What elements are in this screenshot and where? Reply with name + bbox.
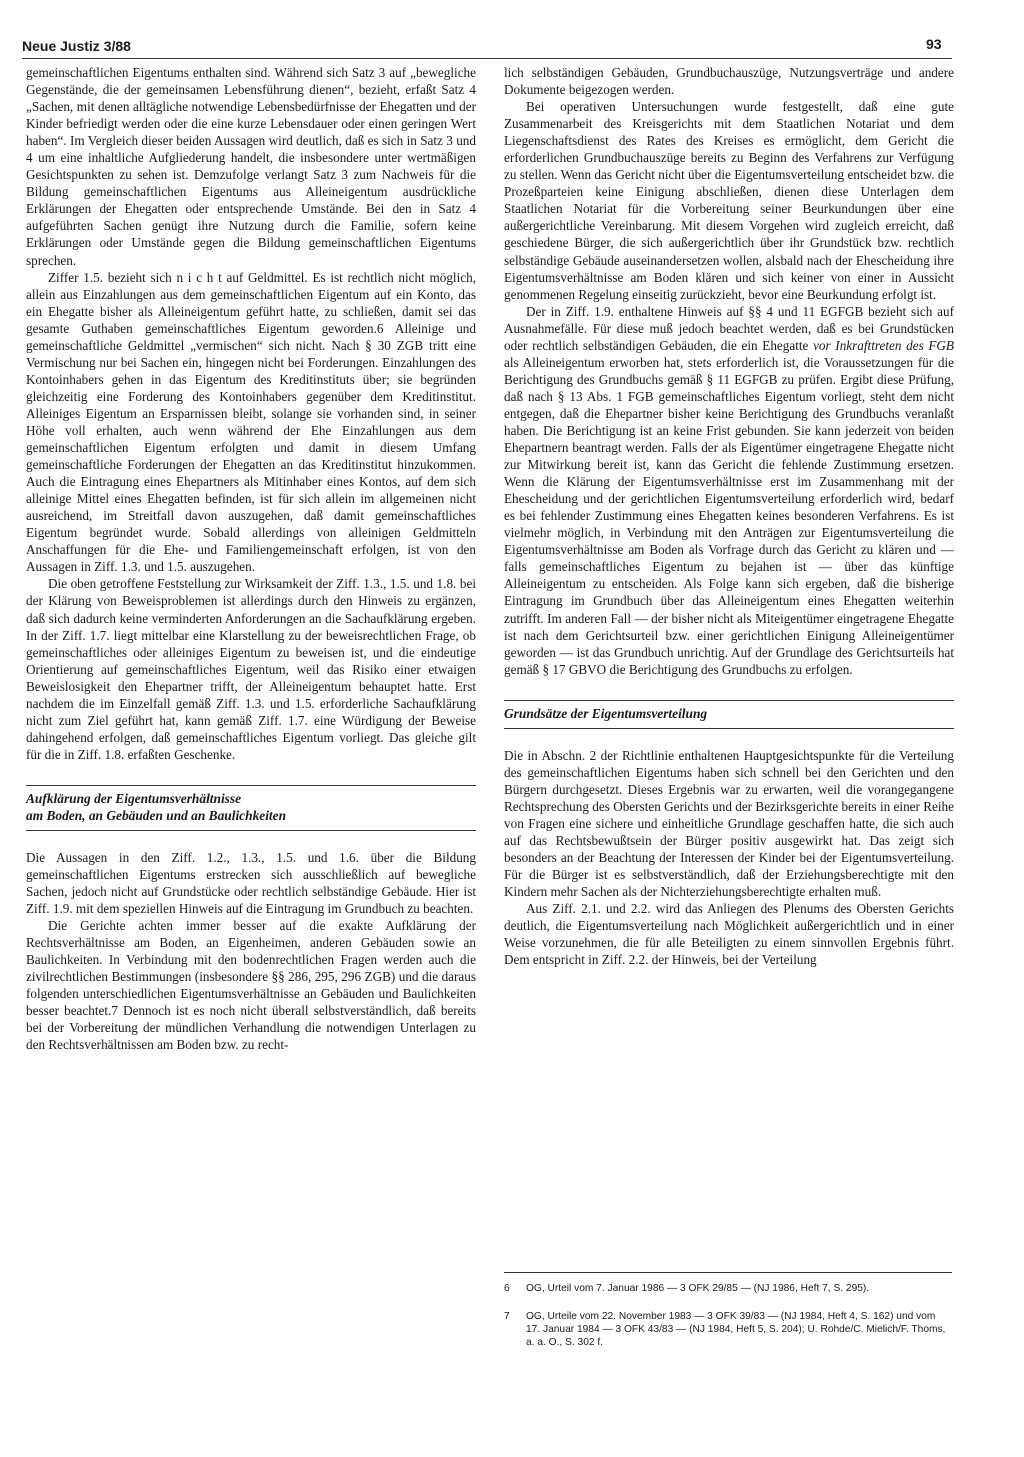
footnote-number: 7 [504,1311,510,1322]
header-rule [22,58,952,59]
section-rule-top [26,785,476,786]
footnote [504,1282,952,1295]
section-heading-line: Aufklärung der Eigentumsverhältnisse [26,790,242,806]
paragraph: gemeinschaftlichen Eigentums enthalten sind. Während sich Satz 3 auf „bewegliche Gegenstände, die der gemeinsamen Lebensführung dienen“, bezieht, erfaßt Satz 4 „Sachen, mit denen alltägliche notwendige Lebensbedürfnisse der Ehegatten und der Kinder befriedigt werden oder die eine kurze Lebensdauer oder einen geringen Wert haben“. Im Vergleich dieser beiden Aussagen wird deutlich, daß es sich in Satz 3 und 4 um eine inhaltliche Aufgliederung handelt, die insbesondere unter wertmäßigen Gesichtspunkten zu sehen ist. Demzufolge verlangt Satz 3 zum Nachweis für die Bildung gemeinschaftlichen Eigentums aus Alleineigentum ausdrückliche Erklärungen der Ehegatten oder entsprechende Umstände. Bei den in Satz 4 aufgeführten Sachen genügt ihre Nutzung durch die Familie, sofern keine Erklärungen oder Umstände gegen die Bildung gemeinschaftlichen Eigentums sprechen. [26,65,476,268]
paragraph: Ziffer 1.5. bezieht sich n i c h t auf Geldmittel. Es ist rechtlich nicht möglich, allein aus Einzahlungen aus dem gemeinschaftlichen Eigentum auf ein Konto, das ein Ehegatte bisher als Alleineigentum geführt hatte, zu schließen, damit sei das gesamte Guthaben gemeinschaftliches Eigentum geworden.6 Alleinige und gemeinschaftliche Geldmittel „vermischen“ sich nicht. Nach § 30 ZGB tritt eine Vermischung nur bei Sachen ein, hingegen nicht bei Forderungen. Einzahlungen des Kontoinhabers gehen in das Eigentum des Kreditinstituts über; sie begründen gleichzeitig eine Forderung des Kontoinhabers gegenüber dem Kreditinstitut. Alleiniges Eigentum an Ersparnissen bleibt, solange sie vorhanden sind, in seiner Höhe voll erhalten, auch wenn während der Ehe Einzahlungen aus dem gemeinschaftlichen Eigentum erfolgten und damit in diesem Umfang gemeinschaftliche Forderungen der Ehegatten an das Kreditinstitut hinzukommen. Auch die Eintragung eines Ehepartners als Mitinhaber eines Kontos, auf dem sich alleinige Mittel eines Ehegatten befinden, ist für sich allein im allgemeinen nicht ausreichend, im Streitfall davon auszugehen, daß damit gemeinschaftliches Eigentum begründet wurde. Sobald allerdings von alleinigen Geldmitteln Anschaffungen für die Ehe- und Familiengemeinschaft erfolgen, ist von den Aussagen in Ziff. 1.3. und 1.5. auszugehen. [26,269,476,575]
journal-title: Neue Justiz 3/88 [22,38,131,54]
page-number: 93 [926,36,942,52]
paragraph-text: Der in Ziff. 1.9. enthaltene Hinweis auf §§ 4 und 11 EGFGB bezieht sich auf Ausnahmefälle. Für diese muß jedoch beachtet werden, daß es bei Grundstücken oder rechtlich selbständigen Gebäuden, die ein Ehegatte [504,303,954,353]
paragraph: Die in Abschn. 2 der Richtlinie enthaltenen Hauptgesichtspunkte für die Verteilung des gemeinschaftlichen Eigentums haben sich schnell bei den Gerichten und den Bürgern durchgesetzt. Dieses Ergebnis war zu erwarten, weil die vorangegangene Rechtsprechung des Obersten Gerichts und der Bezirksgerichte bereits in einer Reihe von Fragen eine sichere und einheitliche Grundlage geschaffen hatte, die sich auch auf das Rechtsbewußtsein der Bürger positiv ausgewirkt hat. Das zeigt sich besonders an der Beachtung der Interessen der Kinder bei der Eigentumsverteilung. Für die Bürger ist es selbstverständlich, daß der Erziehungsberechtigte mit den Kindern mehr Sachen als der Nichterziehungsberechtigte erhalten muß. [504,747,954,900]
paragraph: Die Aussagen in den Ziff. 1.2., 1.3., 1.5. und 1.6. über die Bildung gemeinschaftlichen Eigentums erstrecken sich ausschließlich auf bewegliche Sachen, jedoch nicht auf Grundstücke oder rechtlich selbständige Gebäude. Hier ist Ziff. 1.9. mit dem speziellen Hinweis auf die Eintragung im Grundbuch zu beachten. [26,849,476,917]
section-heading-box [504,700,954,729]
section-rule-top [504,700,954,701]
paragraph: Bei operativen Untersuchungen wurde festgestellt, daß eine gute Zusammenarbeit des Kreisgerichts mit dem Staatlichen Notariat und dem Liegenschaftsdienst des Rates des Kreises es ermöglicht, dem Gericht die erforderlichen Grundbuchauszüge bereits zu Beginn des Verfahrens zur Verfügung zu stellen. Wenn das Gericht nicht über die Eigentumsverteilung entscheidet bzw. die Prozeßparteien keine Einigung abschließen, dienen diese Unterlagen dem Staatlichen Notariat für die Vorbereitung seiner Beurkundungen über eine außergerichtliche Vereinbarung. Mit diesem Vorgehen wird zugleich erreicht, daß geschiedene Bürger, die sich außergerichtlich über ihr Grundstück bzw. rechtlich selbständige Gebäude auseinandersetzen wollen, alsbald nach der Ehescheidung ihre Eigentumsverhältnisse am Boden klären und sich keiner von einer in Aussicht genommenen Regelung einseitig zurückzieht, bevor eine Beurkundung erfolgt ist. [504,99,954,302]
section-heading [26,790,476,824]
left-column [26,64,476,1053]
section-heading-line: am Boden, an Gebäuden und an Baulichkeiten [26,807,287,823]
footnote-rule [504,1272,952,1273]
footnote-number: 6 [504,1283,510,1294]
paragraph: lich selbständigen Gebäuden, Grundbuchauszüge, Nutzungsverträge und andere Dokumente beigezogen werden. [504,65,954,98]
right-column [504,64,954,968]
footnote [504,1310,952,1349]
section-heading-box [26,785,476,831]
paragraph: Die Gerichte achten immer besser auf die exakte Aufklärung der Rechtsverhältnisse am Boden, an Eigenheimen, anderen Gebäuden sowie an Baulichkeiten. In Verbindung mit den bodenrechtlichen Fragen werden auch die zivilrechtlichen Bestimmungen (insbesondere §§ 286, 295, 296 ZGB) und die daraus folgenden unterschiedlichen Eigentumsverhältnisse an Gebäuden und Baulichkeiten besser beachtet.7 Dennoch ist es noch nicht überall selbstverständlich, daß bereits bei der Vorbereitung der mündlichen Verhandlung die notwendigen Unterlagen zu den Rechtsverhältnissen am Boden bzw. zu recht- [26,918,476,1053]
paragraph: Die oben getroffene Feststellung zur Wirksamkeit der Ziff. 1.3., 1.5. und 1.8. bei der Klärung von Beweisproblemen ist allerdings durch den Hinweis zu ergänzen, daß sich dadurch keine verminderten Anforderungen an die Sachaufklärung ergeben. In der Ziff. 1.7. liegt mittelbar eine Klarstellung zu der beweisrechtlichen Frage, ob gemeinschaftliches oder alleiniges Eigentum zu beweisen ist, und die eindeutige Orientierung auf gemeinschaftliches Eigentum, weil das Risiko einer etwaigen Beweislosigkeit den Ehepartner trifft, der Alleineigentum behauptet hatte. Erst nachdem die im Einzelfall gemäß Ziff. 1.3. und 1.5. erforderliche Sachaufklärung nicht zum Ziel geführt hat, kann gemäß Ziff. 1.7. eine Würdigung der Beweise dahingehend erfolgen, daß gemeinschaftliches Eigentum vorliegt. Das gleiche gilt für die in Ziff. 1.8. erfaßten Geschenke. [26,576,476,762]
footnote-text: OG, Urteile vom 22. November 1983 — 3 OFK 39/83 — (NJ 1984, Heft 4, S. 162) und vom 17. Januar 1984 — 3 OFK 43/83 — (NJ 1984, Heft 5, S. 204); U. Rohde/C. Mielich/F. Thoms, a. a. O., S. 302 f. [526,1311,946,1348]
paragraph: Aus Ziff. 2.1. und 2.2. wird das Anliegen des Plenums des Obersten Gerichts deutlich, die Eigentumsverteilung nach Möglichkeit außergerichtlich und in einer Weise vorzunehmen, die für alle Beteiligten zu einem sinnvollen Ergebnis führt. Dem entspricht in Ziff. 2.2. der Hinweis, bei der Verteilung [504,901,954,968]
paragraph-text: als Alleineigentum erworben hat, stets erforderlich ist, die Voraussetzungen für die Berichtigung des Grundbuchs gemäß § 11 EGFGB zu prüfen. Ergibt diese Prüfung, daß nach § 13 Abs. 1 FGB gemeinschaftliches Eigentum vorliegt, steht dem nicht entgegen, daß die Ehepartner bisher keine Berichtigung des Grundbuchs veranlaßt haben. Die Berichtigung ist an keine Frist gebunden. Sie kann jederzeit von beiden Ehepartnern beantragt werden. Falls der als Eigentümer eingetragene Ehegatte nicht zur Mitwirkung bereit ist, kann das Gericht die fehlende Zustimmung ersetzen. Wenn die Klärung der Eigentumsverhältnisse erst im Zusammenhang mit der Ehescheidung und der gerichtlichen Eigentumsverteilung erforderlich wird, bedarf es bei fehlender Zustimmung eines Ehegatten keines besonderen Verfahrens. Es ist vielmehr möglich, in Verbindung mit den Anträgen zur Eigentumsverteilung die Eigentumsverhältnisse am Boden als Vorfrage durch das Gericht zu klären und — falls gemeinschaftliches Eigentum zu bejahen ist — über das künftige Alleineigentum zu entscheiden. Als Folge kann sich ergeben, daß die bisherige Eintragung im Grundbuch über das Alleineigentum eines Ehegatten weiterhin zutrifft. Im anderen Fall — der bisher nicht als Miteigentümer eingetragene Ehegatte ist nach dem Gerichtsurteil bzw. einer gerichtlichen Einigung Alleineigentümer geworden — ist das Grundbuch unrichtig. Auf der Grundlage des Gerichtsurteils hat gemäß § 17 GBVO die Berichtigung des Grundbuchs zu erfolgen. [504,354,954,677]
italic-phrase: vor Inkrafttreten des FGB [813,337,954,353]
section-heading: Grundsätze der Eigentumsverteilung [504,705,708,721]
footnote-text: OG, Urteil vom 7. Januar 1986 — 3 OFK 29/85 — (NJ 1986, Heft 7, S. 295). [526,1283,870,1294]
paragraph [504,303,954,678]
